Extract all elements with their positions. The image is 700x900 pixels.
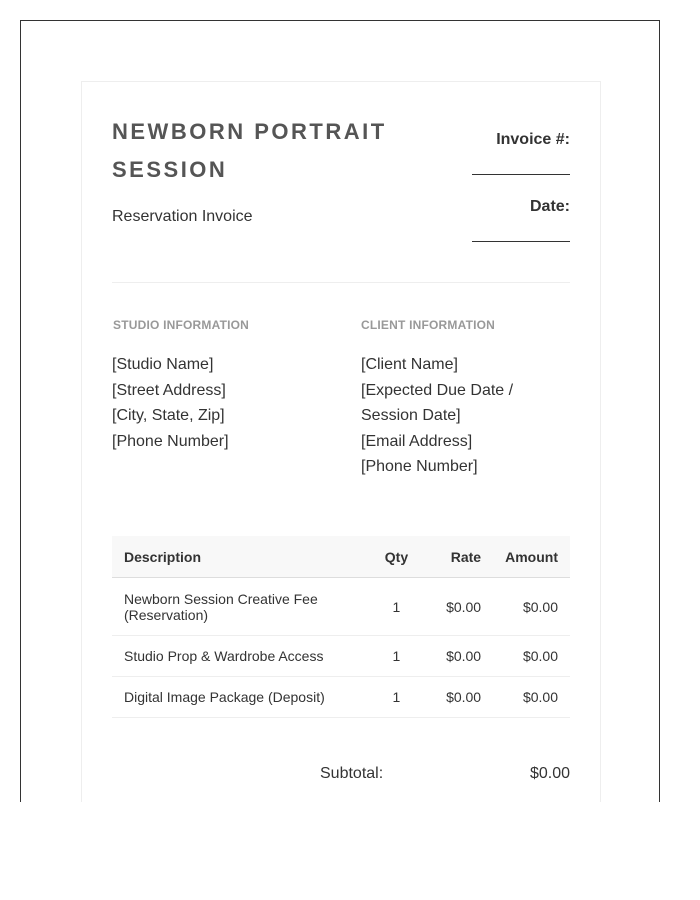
studio-phone: [Phone Number]: [112, 432, 229, 450]
table-row: [112, 578, 570, 636]
studio-info-heading: STUDIO INFORMATION: [113, 318, 250, 332]
client-info-heading: CLIENT INFORMATION: [361, 318, 496, 332]
table-header-row: [112, 536, 570, 578]
column-header-description: Description: [112, 536, 374, 578]
client-name: [Client Name]: [361, 356, 458, 373]
column-header-qty: Qty: [374, 536, 420, 578]
invoice-subtitle: Reservation Invoice: [112, 208, 253, 225]
studio-street-address: [Street Address]: [112, 381, 226, 399]
subtotal-label: Subtotal:: [320, 765, 384, 782]
line-items-table: [112, 536, 570, 718]
header-divider: [112, 282, 570, 283]
item-description: Newborn Session Creative Fee (Reservation): [112, 578, 374, 636]
column-header-rate: Rate: [419, 536, 493, 578]
studio-info: [112, 352, 229, 454]
item-amount: $0.00: [493, 636, 570, 677]
item-qty: 1: [374, 578, 420, 636]
item-description: Digital Image Package (Deposit): [112, 677, 374, 718]
item-amount: $0.00: [493, 578, 570, 636]
subtotal-value: $0.00: [529, 765, 570, 782]
client-email: [Email Address]: [361, 432, 473, 450]
item-rate: $0.00: [419, 636, 493, 677]
item-description: Studio Prop & Wardrobe Access: [112, 636, 374, 677]
client-due-date-line-2: Session Date]: [361, 407, 461, 424]
table-row: [112, 677, 570, 718]
invoice-number-label: Invoice #:: [496, 131, 570, 148]
column-header-amount: Amount: [493, 536, 570, 578]
date-label: Date:: [529, 198, 570, 215]
invoice-title: NEWBORN PORTRAIT SESSION: [112, 119, 387, 182]
item-qty: 1: [374, 636, 420, 677]
item-rate: $0.00: [419, 578, 493, 636]
item-rate: $0.00: [419, 677, 493, 718]
client-phone: [Phone Number]: [361, 458, 478, 475]
item-qty: 1: [374, 677, 420, 718]
client-due-date-line-1: [Expected Due Date /: [361, 381, 514, 399]
client-info: [361, 352, 513, 480]
date-field[interactable]: [472, 241, 570, 242]
studio-city-state-zip: [City, State, Zip]: [112, 407, 225, 424]
item-amount: $0.00: [493, 677, 570, 718]
table-row: [112, 636, 570, 677]
studio-name: [Studio Name]: [112, 356, 214, 373]
invoice-number-field[interactable]: [472, 174, 570, 175]
